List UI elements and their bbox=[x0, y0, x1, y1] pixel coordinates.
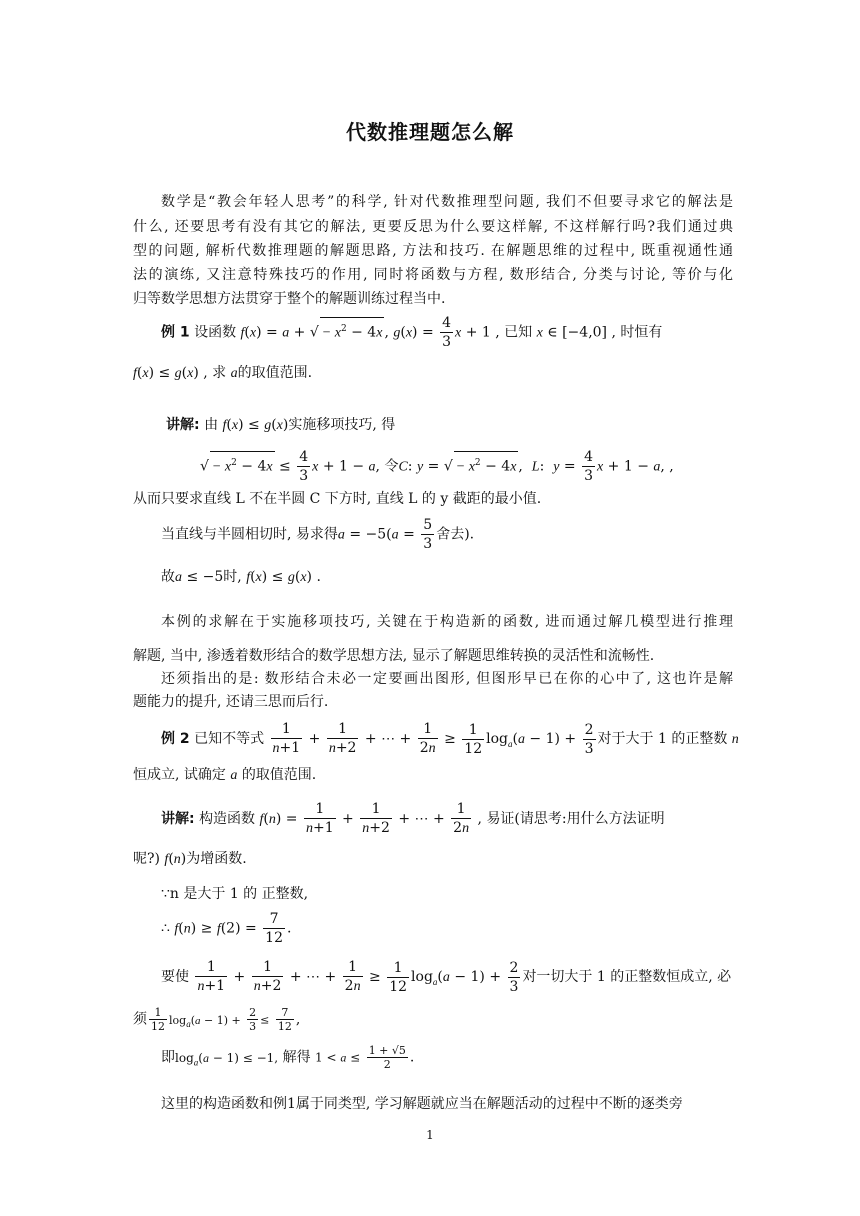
solution-1-ling: 令 bbox=[384, 458, 399, 475]
example-1-text-b: 已知 bbox=[504, 324, 533, 341]
solution-2-line-5: 要使 $\frac{1}{n+1}$ + $\frac{1}{n+2}$ + ⋯ + $\frac{1}{2n}$ ≥ $\frac{1}{12}$ $\log_a(a - 1)$ + $\frac{2}{3}$ 对一切大于 1 的正整数恒成立, 必 bbox=[161, 959, 732, 995]
solution-1-label: 讲解: bbox=[166, 417, 200, 433]
solution-2-text-c: 呢?) bbox=[133, 851, 160, 867]
example-2-label: 例 2 bbox=[161, 731, 190, 747]
solution-2-line-3: ∵n 是大于 1 的 正整数, bbox=[161, 886, 309, 902]
remark-2-line-1: 还须指出的是: 数形结合未必一定要画出图形, 但图形早已在你的心中了, 这也许是解 bbox=[161, 671, 733, 687]
solution-1-therefore: 故 bbox=[161, 569, 175, 585]
example-1: 例 1 设函数 f(x) = a + √ − $x^2 - 4x$ , g(x) = $\frac{4}{3}$ x + 1 , 已知 x ∈ [−4,0] , 时恒有 bbox=[161, 315, 663, 350]
example-2-text-a: 已知不等式 bbox=[194, 731, 265, 747]
intro-line-4: 法的演练, 又注意特殊技巧的作用, 同时将函数与方程, 数形结合, 分类与讨论, 等价与化 bbox=[133, 267, 733, 283]
solution-2-line-7: 即$\log_a(a - 1) \le -1$, 解得 1 < a ≤ $\frac{1 + √5}{2}$ . bbox=[161, 1044, 415, 1071]
solution-2-line-8: 这里的构造函数和例1属于同类型, 学习解题就应当在解题活动的过程中不断的逐类旁 bbox=[161, 1096, 683, 1112]
remark-1-line-2: 解题, 当中, 渗透着数形结合的数学思想方法, 显示了解题思维转换的灵活性和流畅性. bbox=[133, 648, 655, 664]
example-2-text-b: 对于大于 1 的正整数 bbox=[597, 731, 728, 747]
solution-1-discard: 舍去). bbox=[436, 526, 475, 543]
solution-2-text-b: 易证(请思考:用什么方法证明 bbox=[486, 811, 665, 827]
solution-1-line-3: 从而只要求直线 L 不在半圆 C 下方时, 直线 L 的 y 截距的最小值. bbox=[133, 491, 542, 507]
example-2: 例 2 已知不等式 $\frac{1}{n+1}$ + $\frac{1}{n+2}$ + ⋯ + $\frac{1}{2n}$ ≥ $\frac{1}{12}$ $\log_a(a - 1)$ + $\frac{2}{3}$ 对于大于 1 的正整数 n bbox=[161, 721, 739, 757]
intro-line-1: 数学是“教会年轻人思考”的科学, 针对代数推理型问题, 我们不但要寻求它的解法是 bbox=[161, 194, 733, 210]
solution-2-ji: 即 bbox=[161, 1049, 175, 1066]
example-2-line-2: 恒成立, 试确定 a 的取值范围. bbox=[133, 767, 317, 783]
solution-1-line-5: 故a ≤ −5时, f(x) ≤ g(x) . bbox=[161, 569, 321, 585]
solution-2-xu: 须 bbox=[133, 1011, 147, 1028]
solution-1-line-1: 讲解: 由 f(x) ≤ g(x)实施移项技巧, 得 bbox=[166, 417, 396, 433]
remark-2-line-2: 题能力的提升, 还请三思而后行. bbox=[133, 694, 329, 710]
example-2-text-c: 恒成立, 试确定 bbox=[133, 767, 226, 783]
example-1-text-e: 的取值范围. bbox=[237, 365, 313, 381]
solution-2-text-a: 构造函数 bbox=[199, 811, 256, 827]
solution-2-solved: 解得 bbox=[282, 1049, 311, 1066]
example-1-text-d: 求 bbox=[212, 365, 227, 381]
example-1-label: 例 1 bbox=[161, 324, 190, 341]
solution-2-line-2: 呢?) f(n)为增函数. bbox=[133, 851, 247, 867]
page-title: 代数推理题怎么解 bbox=[346, 120, 514, 144]
example-2-text-d: 的取值范围. bbox=[241, 767, 317, 783]
solution-2-line-4: ∴ f(n) ≥ f(2) = $\frac{7}{12}$ . bbox=[161, 911, 292, 946]
solution-2-line-1: 讲解: 构造函数 f(n) = $\frac{1}{n+1}$ + $\frac{1}{n+2}$ + ⋯ + $\frac{1}{2n}$ , 易证(请思考:用什么方法证明 bbox=[161, 801, 665, 836]
solution-1-text-b: 实施移项技巧, 得 bbox=[288, 417, 396, 433]
solution-2-text-d: 为增函数. bbox=[186, 851, 247, 867]
solution-1-line-2: √ − $x^2 - 4x$ ≤ $\frac{4}{3}$ x + 1 − a, 令C: y = √ − $x^2 - 4x$ , L: y = $\frac{4}{3}$ x + 1 − a, , bbox=[200, 449, 674, 484]
solution-2-line-6: 须 $\frac{1}{12}$ $\log_a(a - 1)$ + $\frac{2}{3}$ ≤ $\frac{7}{12}$ , bbox=[133, 1006, 301, 1033]
intro-line-2: 什么, 还要思考有没有其它的解法, 更要反思为什么要这样解, 不这样解行吗?我们通过典 bbox=[133, 219, 733, 235]
intro-line-3: 型的问题, 解析代数推理题的解题思路, 方法和技巧. 在解题思维的过程中, 既重视通性通 bbox=[133, 243, 733, 259]
example-1-line-2: f(x) ≤ g(x) , 求 a的取值范围. bbox=[133, 365, 313, 381]
example-1-text-c: 时恒有 bbox=[620, 324, 663, 341]
solution-2-yaoshi: 要使 bbox=[161, 969, 189, 985]
solution-1-tangent: 当直线与半圆相切时, 易求得 bbox=[161, 526, 338, 543]
solution-2-label: 讲解: bbox=[161, 811, 195, 827]
solution-1-line-4: 当直线与半圆相切时, 易求得a = −5(a = $\frac{5}{3}$ 舍去). bbox=[161, 517, 475, 552]
solution-1-text-a: 由 bbox=[204, 417, 219, 433]
solution-2-text-e: 对一切大于 1 的正整数恒成立, 必 bbox=[522, 969, 732, 985]
solution-1-when: 时, bbox=[223, 569, 242, 585]
example-1-text: 设函数 bbox=[194, 324, 237, 341]
intro-line-5: 归等数学思想方法贯穿于整个的解题训练过程当中. bbox=[133, 291, 446, 307]
page-number: 1 bbox=[426, 1128, 434, 1142]
remark-1-line-1: 本例的求解在于实施移项技巧, 关键在于构造新的函数, 进而通过解几模型进行推理 bbox=[161, 614, 733, 630]
